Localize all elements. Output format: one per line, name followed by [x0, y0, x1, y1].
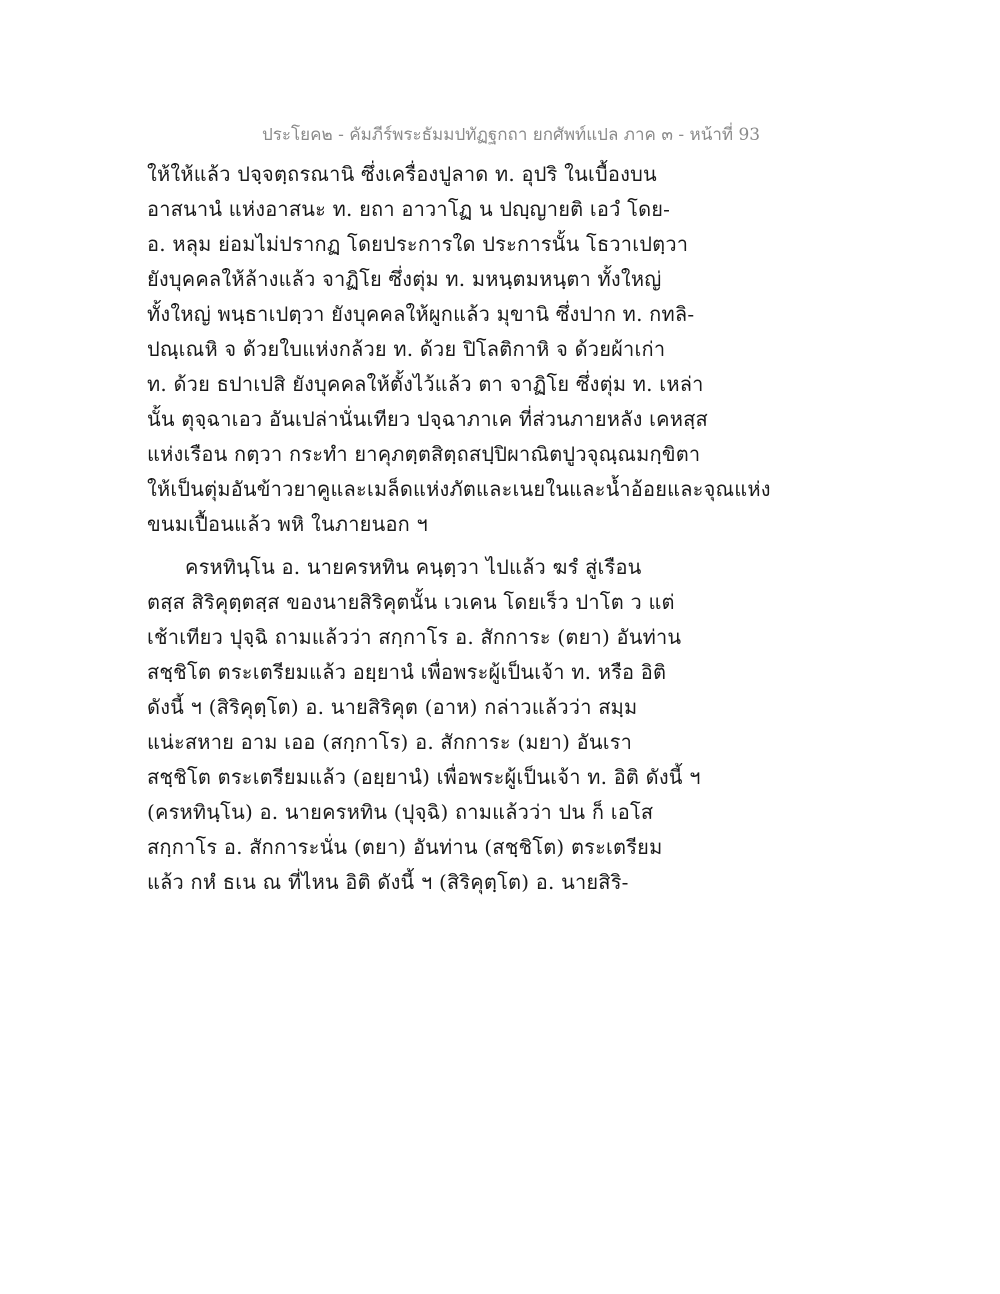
text-line: ครหทินฺโน อ. นายครหทิน คนฺตฺวา ไปแล้ว ฆรํ สู่เรือน	[185, 555, 642, 579]
text-line: เช้าเทียว ปุจฺฉิ ถามแล้วว่า สกฺกาโร อ. สักการะ (ตยา) อันท่าน	[147, 625, 682, 649]
text-line: แห่งเรือน กตฺวา กระทำ ยาคุภตฺตสิตฺถสปฺปิผาณิตปูวจุณฺณมกฺขิตา	[147, 442, 701, 466]
text-line: ปณฺเณหิ จ ด้วยใบแห่งกล้วย ท. ด้วย ปิโลติกาหิ จ ด้วยผ้าเก่า	[147, 337, 666, 361]
text-line: สชฺชิโต ตระเตรียมแล้ว อยฺยานํ เพื่อพระผู้เป็นเจ้า ท. หรือ อิติ	[147, 660, 667, 684]
text-line: สชฺชิโต ตระเตรียมแล้ว (อยฺยานํ) เพื่อพระผู้เป็นเจ้า ท. อิติ ดังนี้ ฯ	[147, 765, 701, 789]
text-line: แน่ะสหาย อาม เออ (สกฺกาโร) อ. สักการะ (มยา) อันเรา	[147, 730, 633, 754]
text-line: นั้น ตุจฺฉาเอว อันเปล่านั่นเทียว ปจฺฉาภาเค ที่ส่วนภายหลัง เคหสฺส	[147, 407, 708, 431]
body-text	[147, 158, 771, 901]
running-header: ประโยค๒ - คัมภีร์พระธัมมปทัฏฐกถา ยกศัพท์แปล ภาค ๓ - หน้าที่ 93	[262, 125, 761, 145]
text-line: ท. ด้วย ธปาเปสิ ยังบุคคลให้ตั้งไว้แล้ว ตา จาฏิโย ซึ่งตุ่ม ท. เหล่า	[147, 372, 704, 396]
text-line: แล้ว กหํ ธเน ณ ที่ไหน อิติ ดังนี้ ฯ (สิริคุตฺโต) อ. นายสิริ-	[147, 870, 629, 894]
text-line: ตสฺส สิริคุตฺตสฺส ของนายสิริคุตนั้น เวเคน โดยเร็ว ปาโต ว แต่	[147, 590, 675, 614]
text-line: ดังนี้ ฯ (สิริคุตฺโต) อ. นายสิริคุต (อาห) กล่าวแล้วว่า สมฺม	[147, 695, 638, 719]
text-line: ให้ให้แล้ว ปจฺจตฺถรณานิ ซึ่งเครื่องปูลาด ท. อุปริ ในเบื้องบน	[147, 162, 657, 186]
text-line: สกฺกาโร อ. สักการะนั่น (ตยา) อันท่าน (สชฺชิโต) ตระเตรียม	[147, 835, 663, 859]
text-line: ยังบุคคลให้ล้างแล้ว จาฏิโย ซึ่งตุ่ม ท. มหนฺตมหนฺตา ทั้งใหญ่	[147, 267, 662, 291]
paragraph-1	[147, 158, 771, 543]
text-line: อาสนานํ แห่งอาสนะ ท. ยถา อาวาโฏ น ปญฺญายติ เอวํ โดย-	[147, 197, 671, 221]
text-line: ขนมเปื้อนแล้ว พหิ ในภายนอก ฯ	[147, 512, 428, 536]
text-line: อ. หลุม ย่อมไม่ปรากฏ โดยประการใด ประการนั้น โธวาเปตฺวา	[147, 232, 689, 256]
paragraph-2	[147, 551, 747, 901]
paragraph-gap	[147, 543, 747, 551]
text-line: ให้เป็นตุ่มอันข้าวยาคูและเมล็ดแห่งภัตและเนยในและน้ำอ้อยและจุณแห่ง	[147, 477, 771, 501]
text-line: (ครหทินฺโน) อ. นายครหทิน (ปุจฺฉิ) ถามแล้วว่า ปน ก็ เอโส	[147, 800, 654, 824]
text-line: ทั้งใหญ่ พนฺธาเปตฺวา ยังบุคคลให้ผูกแล้ว มุขานิ ซึ่งปาก ท. กทลิ-	[147, 302, 695, 326]
